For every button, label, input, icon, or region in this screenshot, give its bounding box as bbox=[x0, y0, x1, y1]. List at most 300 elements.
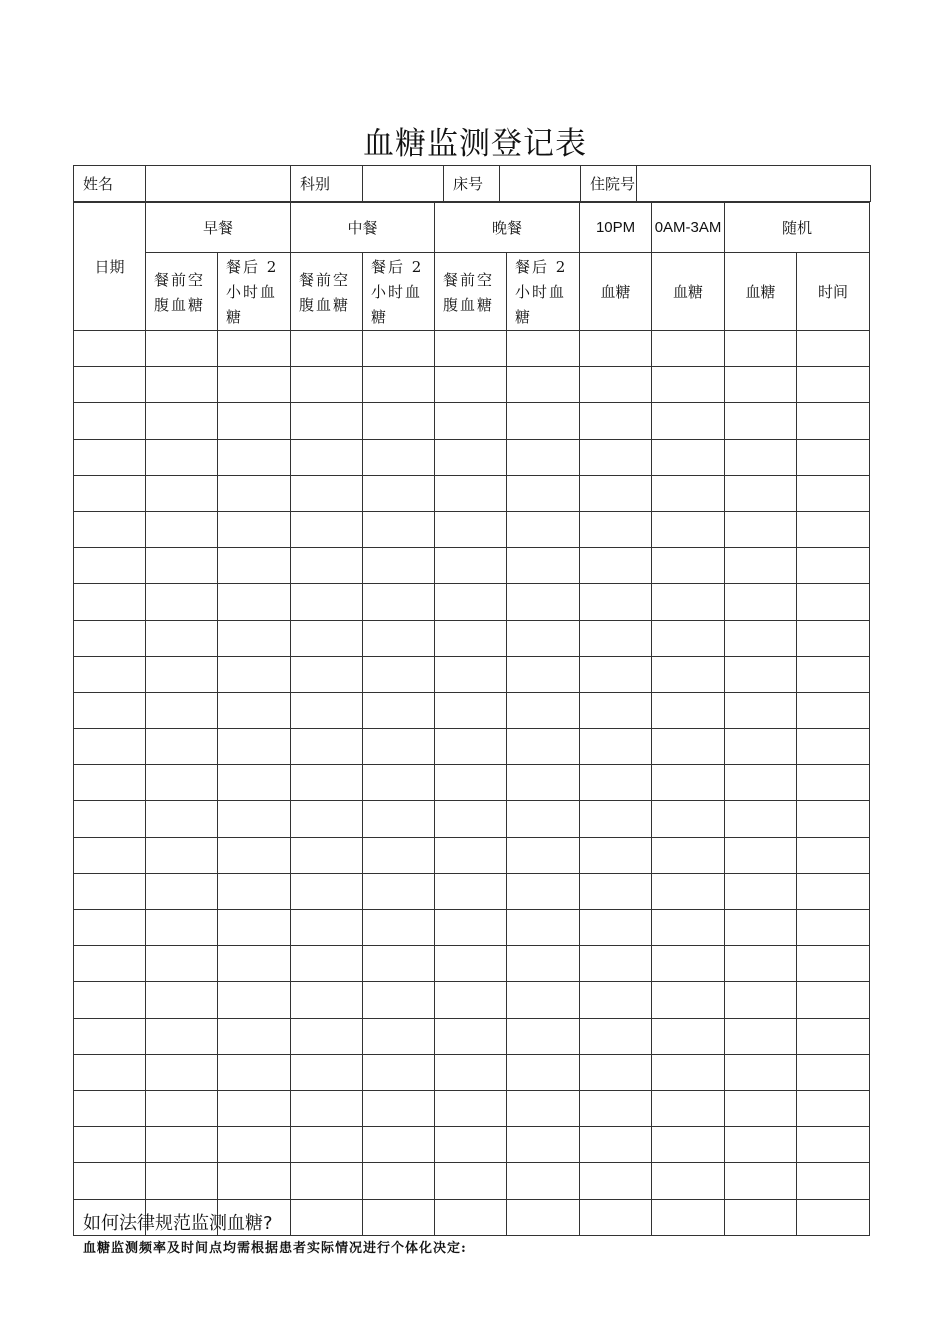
entry-cell[interactable] bbox=[725, 1054, 797, 1090]
entry-cell[interactable] bbox=[580, 331, 652, 367]
dept-field[interactable] bbox=[363, 166, 444, 202]
entry-cell[interactable] bbox=[507, 692, 580, 728]
entry-cell[interactable] bbox=[291, 656, 363, 692]
entry-cell[interactable] bbox=[74, 982, 146, 1018]
table-row bbox=[74, 692, 870, 728]
entry-cell[interactable] bbox=[507, 403, 580, 439]
entry-cell[interactable] bbox=[580, 620, 652, 656]
entry-cell[interactable] bbox=[507, 584, 580, 620]
entry-cell[interactable] bbox=[580, 1163, 652, 1199]
entry-cell[interactable] bbox=[797, 982, 870, 1018]
entry-cell[interactable] bbox=[797, 331, 870, 367]
entry-cell[interactable] bbox=[725, 511, 797, 547]
random-glucose-header: 血糖 bbox=[725, 253, 797, 331]
entry-cell[interactable] bbox=[507, 873, 580, 909]
entry-cell[interactable] bbox=[291, 1199, 363, 1235]
entry-cell[interactable] bbox=[218, 910, 291, 946]
entry-cell[interactable] bbox=[725, 548, 797, 584]
entry-cell[interactable] bbox=[435, 367, 507, 403]
entry-cell[interactable] bbox=[580, 584, 652, 620]
entry-cell[interactable] bbox=[797, 729, 870, 765]
entry-cell[interactable] bbox=[363, 1018, 435, 1054]
entry-cell[interactable] bbox=[363, 367, 435, 403]
entry-cell[interactable] bbox=[146, 946, 218, 982]
entry-cell[interactable] bbox=[74, 801, 146, 837]
table-row bbox=[74, 1054, 870, 1090]
breakfast-before-header: 餐前空腹血糖 bbox=[146, 253, 218, 331]
table-row bbox=[74, 331, 870, 367]
entry-cell[interactable] bbox=[435, 1127, 507, 1163]
entry-cell[interactable] bbox=[146, 765, 218, 801]
entry-cell[interactable] bbox=[652, 403, 725, 439]
entry-cell[interactable] bbox=[652, 729, 725, 765]
entry-cell[interactable] bbox=[580, 1127, 652, 1163]
entry-cell[interactable] bbox=[146, 692, 218, 728]
entry-cell[interactable] bbox=[74, 331, 146, 367]
entry-cell[interactable] bbox=[74, 656, 146, 692]
entry-cell[interactable] bbox=[435, 1090, 507, 1126]
entry-cell[interactable] bbox=[218, 656, 291, 692]
entry-cell[interactable] bbox=[652, 331, 725, 367]
entry-cell[interactable] bbox=[580, 1018, 652, 1054]
entry-cell[interactable] bbox=[146, 511, 218, 547]
entry-cell[interactable] bbox=[74, 1018, 146, 1054]
entry-cell[interactable] bbox=[435, 1018, 507, 1054]
entry-cell[interactable] bbox=[797, 873, 870, 909]
name-field[interactable] bbox=[146, 166, 291, 202]
entry-cell[interactable] bbox=[652, 656, 725, 692]
entry-cell[interactable] bbox=[652, 548, 725, 584]
name-label: 姓名 bbox=[74, 166, 146, 202]
entry-cell[interactable] bbox=[652, 439, 725, 475]
entry-cell[interactable] bbox=[291, 801, 363, 837]
entry-cell[interactable] bbox=[74, 475, 146, 511]
entry-cell[interactable] bbox=[797, 475, 870, 511]
entry-cell[interactable] bbox=[291, 982, 363, 1018]
entry-cell[interactable] bbox=[435, 475, 507, 511]
entry-cell[interactable] bbox=[435, 511, 507, 547]
entry-cell[interactable] bbox=[435, 1054, 507, 1090]
entry-cell[interactable] bbox=[797, 511, 870, 547]
entry-cell[interactable] bbox=[74, 765, 146, 801]
entry-cell[interactable] bbox=[146, 910, 218, 946]
admission-field[interactable] bbox=[637, 166, 871, 202]
table-row bbox=[74, 367, 870, 403]
entry-cell[interactable] bbox=[725, 910, 797, 946]
entry-cell[interactable] bbox=[363, 729, 435, 765]
entry-cell[interactable] bbox=[146, 475, 218, 511]
entry-cell[interactable] bbox=[218, 1054, 291, 1090]
entry-cell[interactable] bbox=[507, 1127, 580, 1163]
bed-label: 床号 bbox=[444, 166, 500, 202]
entry-cell[interactable] bbox=[725, 475, 797, 511]
entry-cell[interactable] bbox=[580, 982, 652, 1018]
entry-cell[interactable] bbox=[652, 367, 725, 403]
entry-cell[interactable] bbox=[146, 439, 218, 475]
entry-cell[interactable] bbox=[435, 1199, 507, 1235]
entry-cell[interactable] bbox=[435, 873, 507, 909]
entry-cell[interactable] bbox=[725, 367, 797, 403]
entry-cell[interactable] bbox=[363, 1163, 435, 1199]
entry-cell[interactable] bbox=[74, 620, 146, 656]
entry-cell[interactable] bbox=[218, 367, 291, 403]
entry-cell[interactable] bbox=[291, 729, 363, 765]
entry-cell[interactable] bbox=[435, 692, 507, 728]
entry-cell[interactable] bbox=[291, 584, 363, 620]
entry-cell[interactable] bbox=[797, 1054, 870, 1090]
entry-cell[interactable] bbox=[291, 511, 363, 547]
entry-cell[interactable] bbox=[291, 1018, 363, 1054]
entry-cell[interactable] bbox=[652, 620, 725, 656]
entry-cell[interactable] bbox=[146, 873, 218, 909]
entry-cell[interactable] bbox=[363, 1090, 435, 1126]
entry-cell[interactable] bbox=[363, 801, 435, 837]
entry-cell[interactable] bbox=[507, 620, 580, 656]
entry-cell[interactable] bbox=[218, 729, 291, 765]
entry-cell[interactable] bbox=[507, 1199, 580, 1235]
entry-cell[interactable] bbox=[146, 331, 218, 367]
entry-cell[interactable] bbox=[435, 403, 507, 439]
entry-cell[interactable] bbox=[652, 801, 725, 837]
entry-cell[interactable] bbox=[797, 765, 870, 801]
entry-cell[interactable] bbox=[725, 692, 797, 728]
entry-cell[interactable] bbox=[507, 765, 580, 801]
entry-cell[interactable] bbox=[725, 1018, 797, 1054]
entry-cell[interactable] bbox=[218, 511, 291, 547]
entry-cell[interactable] bbox=[652, 837, 725, 873]
entry-cell[interactable] bbox=[725, 403, 797, 439]
entry-cell[interactable] bbox=[74, 873, 146, 909]
entry-cell[interactable] bbox=[797, 837, 870, 873]
entry-cell[interactable] bbox=[580, 765, 652, 801]
entry-cell[interactable] bbox=[218, 331, 291, 367]
entry-cell[interactable] bbox=[507, 656, 580, 692]
entry-cell[interactable] bbox=[580, 692, 652, 728]
entry-cell[interactable] bbox=[725, 584, 797, 620]
entry-cell[interactable] bbox=[580, 910, 652, 946]
entry-cell[interactable] bbox=[291, 403, 363, 439]
entry-cell[interactable] bbox=[218, 982, 291, 1018]
entry-cell[interactable] bbox=[363, 331, 435, 367]
entry-cell[interactable] bbox=[435, 729, 507, 765]
entry-cell[interactable] bbox=[580, 1090, 652, 1126]
entry-cell[interactable] bbox=[146, 403, 218, 439]
entry-cell[interactable] bbox=[507, 331, 580, 367]
entry-cell[interactable] bbox=[218, 439, 291, 475]
entry-cell[interactable] bbox=[435, 982, 507, 1018]
entry-cell[interactable] bbox=[74, 403, 146, 439]
10pm-header: 10PM bbox=[580, 203, 652, 253]
entry-cell[interactable] bbox=[652, 511, 725, 547]
entry-cell[interactable] bbox=[146, 1090, 218, 1126]
entry-cell[interactable] bbox=[507, 729, 580, 765]
entry-cell[interactable] bbox=[652, 1199, 725, 1235]
entry-cell[interactable] bbox=[291, 910, 363, 946]
entry-cell[interactable] bbox=[797, 656, 870, 692]
entry-cell[interactable] bbox=[146, 584, 218, 620]
entry-cell[interactable] bbox=[507, 1090, 580, 1126]
entry-cell[interactable] bbox=[725, 765, 797, 801]
entry-cell[interactable] bbox=[507, 837, 580, 873]
entry-cell[interactable] bbox=[74, 511, 146, 547]
entry-cell[interactable] bbox=[363, 1127, 435, 1163]
entry-cell[interactable] bbox=[725, 801, 797, 837]
page-title: 血糖监测登记表 bbox=[363, 126, 587, 162]
table-row bbox=[74, 511, 870, 547]
entry-cell[interactable] bbox=[580, 656, 652, 692]
entry-cell[interactable] bbox=[435, 837, 507, 873]
entry-cell[interactable] bbox=[363, 765, 435, 801]
entry-cell[interactable] bbox=[507, 1018, 580, 1054]
entry-cell[interactable] bbox=[363, 475, 435, 511]
entry-cell[interactable] bbox=[725, 837, 797, 873]
entry-cell[interactable] bbox=[218, 873, 291, 909]
entry-cell[interactable] bbox=[507, 910, 580, 946]
entry-cell[interactable] bbox=[580, 1199, 652, 1235]
entry-cell[interactable] bbox=[435, 801, 507, 837]
entry-cell[interactable] bbox=[580, 439, 652, 475]
entry-cell[interactable] bbox=[580, 946, 652, 982]
entry-cell[interactable] bbox=[435, 620, 507, 656]
entry-cell[interactable] bbox=[218, 801, 291, 837]
entry-cell[interactable] bbox=[363, 1054, 435, 1090]
entry-cell[interactable] bbox=[74, 1127, 146, 1163]
entry-cell[interactable] bbox=[652, 1127, 725, 1163]
entry-cell[interactable] bbox=[363, 548, 435, 584]
entry-cell[interactable] bbox=[74, 692, 146, 728]
entry-cell[interactable] bbox=[507, 439, 580, 475]
entry-cell[interactable] bbox=[218, 837, 291, 873]
entry-cell[interactable] bbox=[363, 837, 435, 873]
entry-cell[interactable] bbox=[725, 1199, 797, 1235]
entry-cell[interactable] bbox=[580, 475, 652, 511]
entry-cell[interactable] bbox=[507, 475, 580, 511]
entry-cell[interactable] bbox=[291, 765, 363, 801]
entry-cell[interactable] bbox=[363, 873, 435, 909]
entry-cell[interactable] bbox=[363, 620, 435, 656]
entry-cell[interactable] bbox=[435, 584, 507, 620]
entry-cell[interactable] bbox=[580, 801, 652, 837]
entry-cell[interactable] bbox=[146, 837, 218, 873]
entry-cell[interactable] bbox=[291, 548, 363, 584]
entry-cell[interactable] bbox=[725, 331, 797, 367]
entry-cell[interactable] bbox=[580, 511, 652, 547]
entry-cell[interactable] bbox=[797, 1018, 870, 1054]
entry-cell[interactable] bbox=[74, 548, 146, 584]
entry-cell[interactable] bbox=[74, 367, 146, 403]
entry-cell[interactable] bbox=[507, 1054, 580, 1090]
entry-cell[interactable] bbox=[580, 548, 652, 584]
entry-cell[interactable] bbox=[797, 1163, 870, 1199]
entry-cell[interactable] bbox=[652, 584, 725, 620]
entry-cell[interactable] bbox=[291, 837, 363, 873]
entry-cell[interactable] bbox=[363, 656, 435, 692]
entry-cell[interactable] bbox=[291, 620, 363, 656]
entry-cell[interactable] bbox=[725, 1127, 797, 1163]
entry-cell[interactable] bbox=[507, 511, 580, 547]
entry-cell[interactable] bbox=[218, 548, 291, 584]
entry-cell[interactable] bbox=[435, 656, 507, 692]
entry-cell[interactable] bbox=[507, 801, 580, 837]
entry-cell[interactable] bbox=[435, 765, 507, 801]
entry-cell[interactable] bbox=[218, 475, 291, 511]
entry-cell[interactable] bbox=[435, 331, 507, 367]
entry-cell[interactable] bbox=[218, 1163, 291, 1199]
entry-cell[interactable] bbox=[363, 1199, 435, 1235]
entry-cell[interactable] bbox=[146, 620, 218, 656]
entry-cell[interactable] bbox=[797, 801, 870, 837]
entry-cell[interactable] bbox=[218, 765, 291, 801]
entry-cell[interactable] bbox=[652, 1090, 725, 1126]
table-row bbox=[74, 548, 870, 584]
entry-cell[interactable] bbox=[507, 982, 580, 1018]
entry-cell[interactable] bbox=[725, 946, 797, 982]
entry-cell[interactable] bbox=[74, 837, 146, 873]
entry-cell[interactable] bbox=[797, 1127, 870, 1163]
entry-cell[interactable] bbox=[218, 403, 291, 439]
entry-cell[interactable] bbox=[218, 584, 291, 620]
entry-cell[interactable] bbox=[580, 403, 652, 439]
admission-label: 住院号 bbox=[581, 166, 637, 202]
entry-cell[interactable] bbox=[146, 1018, 218, 1054]
entry-cell[interactable] bbox=[435, 548, 507, 584]
entry-cell[interactable] bbox=[291, 367, 363, 403]
entry-cell[interactable] bbox=[797, 548, 870, 584]
entry-cell[interactable] bbox=[74, 910, 146, 946]
entry-cell[interactable] bbox=[652, 1054, 725, 1090]
entry-cell[interactable] bbox=[725, 439, 797, 475]
entry-cell[interactable] bbox=[146, 982, 218, 1018]
entry-cell[interactable] bbox=[652, 1018, 725, 1054]
entry-cell[interactable] bbox=[652, 873, 725, 909]
entry-cell[interactable] bbox=[507, 367, 580, 403]
entry-cell[interactable] bbox=[291, 692, 363, 728]
entry-cell[interactable] bbox=[218, 620, 291, 656]
entry-cell[interactable] bbox=[218, 1090, 291, 1126]
entry-cell[interactable] bbox=[725, 873, 797, 909]
entry-cell[interactable] bbox=[291, 1163, 363, 1199]
table-row bbox=[74, 1090, 870, 1126]
entry-cell[interactable] bbox=[652, 475, 725, 511]
entry-cell[interactable] bbox=[146, 729, 218, 765]
entry-cell[interactable] bbox=[652, 982, 725, 1018]
entry-cell[interactable] bbox=[218, 692, 291, 728]
entry-cell[interactable] bbox=[580, 367, 652, 403]
entry-cell[interactable] bbox=[74, 946, 146, 982]
entry-cell[interactable] bbox=[146, 656, 218, 692]
entry-cell[interactable] bbox=[652, 946, 725, 982]
entry-cell[interactable] bbox=[218, 946, 291, 982]
entry-cell[interactable] bbox=[363, 982, 435, 1018]
entry-cell[interactable] bbox=[725, 1163, 797, 1199]
entry-cell[interactable] bbox=[146, 367, 218, 403]
entry-cell[interactable] bbox=[580, 1054, 652, 1090]
entry-cell[interactable] bbox=[363, 910, 435, 946]
entry-cell[interactable] bbox=[74, 1054, 146, 1090]
entry-cell[interactable] bbox=[725, 1090, 797, 1126]
entry-cell[interactable] bbox=[580, 873, 652, 909]
question-heading: 如何法律规范监测血糖? bbox=[83, 1213, 273, 1234]
entry-cell[interactable] bbox=[580, 729, 652, 765]
entry-cell[interactable] bbox=[363, 584, 435, 620]
10pm-glucose-header: 血糖 bbox=[580, 253, 652, 331]
table-row bbox=[74, 439, 870, 475]
random-header: 随机 bbox=[725, 203, 870, 253]
entry-cell[interactable] bbox=[74, 1163, 146, 1199]
entry-cell[interactable] bbox=[74, 584, 146, 620]
entry-cell[interactable] bbox=[797, 692, 870, 728]
entry-cell[interactable] bbox=[74, 1090, 146, 1126]
entry-cell[interactable] bbox=[74, 729, 146, 765]
entry-cell[interactable] bbox=[291, 873, 363, 909]
entry-cell[interactable] bbox=[435, 946, 507, 982]
entry-cell[interactable] bbox=[652, 765, 725, 801]
entry-cell[interactable] bbox=[74, 439, 146, 475]
entry-cell[interactable] bbox=[435, 910, 507, 946]
table-row bbox=[74, 873, 870, 909]
entry-cell[interactable] bbox=[291, 1127, 363, 1163]
entry-cell[interactable] bbox=[291, 946, 363, 982]
entry-cell[interactable] bbox=[435, 439, 507, 475]
entry-cell[interactable] bbox=[218, 1127, 291, 1163]
entry-cell[interactable] bbox=[363, 403, 435, 439]
entry-cell[interactable] bbox=[291, 1090, 363, 1126]
entry-cell[interactable] bbox=[146, 1054, 218, 1090]
entry-cell[interactable] bbox=[580, 837, 652, 873]
lunch-header: 中餐 bbox=[291, 203, 435, 253]
entry-cell[interactable] bbox=[725, 729, 797, 765]
entry-cell[interactable] bbox=[218, 1018, 291, 1054]
lunch-after-header: 餐后 2 小时血糖 bbox=[363, 253, 435, 331]
entry-cell[interactable] bbox=[797, 910, 870, 946]
entry-cell[interactable] bbox=[797, 439, 870, 475]
entry-cell[interactable] bbox=[725, 620, 797, 656]
entry-cell[interactable] bbox=[291, 439, 363, 475]
table-row bbox=[74, 1127, 870, 1163]
entry-cell[interactable] bbox=[652, 692, 725, 728]
entry-cell[interactable] bbox=[797, 620, 870, 656]
entry-cell[interactable] bbox=[507, 548, 580, 584]
entry-cell[interactable] bbox=[291, 331, 363, 367]
entry-cell[interactable] bbox=[725, 982, 797, 1018]
entry-cell[interactable] bbox=[797, 367, 870, 403]
entry-cell[interactable] bbox=[652, 910, 725, 946]
entry-cell[interactable] bbox=[291, 475, 363, 511]
entry-cell[interactable] bbox=[146, 1127, 218, 1163]
entry-cell[interactable] bbox=[363, 511, 435, 547]
entry-cell[interactable] bbox=[363, 946, 435, 982]
entry-cell[interactable] bbox=[146, 1163, 218, 1199]
entry-cell[interactable] bbox=[363, 439, 435, 475]
entry-cell[interactable] bbox=[146, 548, 218, 584]
entry-cell[interactable] bbox=[652, 1163, 725, 1199]
entry-cell[interactable] bbox=[797, 403, 870, 439]
entry-cell[interactable] bbox=[507, 946, 580, 982]
entry-cell[interactable] bbox=[797, 584, 870, 620]
entry-cell[interactable] bbox=[507, 1163, 580, 1199]
bed-field[interactable] bbox=[500, 166, 581, 202]
entry-cell[interactable] bbox=[363, 692, 435, 728]
entry-cell[interactable] bbox=[291, 1054, 363, 1090]
entry-cell[interactable] bbox=[797, 946, 870, 982]
breakfast-after-header: 餐后 2 小时血糖 bbox=[218, 253, 291, 331]
entry-cell[interactable] bbox=[797, 1199, 870, 1235]
entry-cell[interactable] bbox=[725, 656, 797, 692]
entry-cell[interactable] bbox=[797, 1090, 870, 1126]
entry-cell[interactable] bbox=[146, 801, 218, 837]
dinner-before-header: 餐前空腹血糖 bbox=[435, 253, 507, 331]
entry-cell[interactable] bbox=[435, 1163, 507, 1199]
